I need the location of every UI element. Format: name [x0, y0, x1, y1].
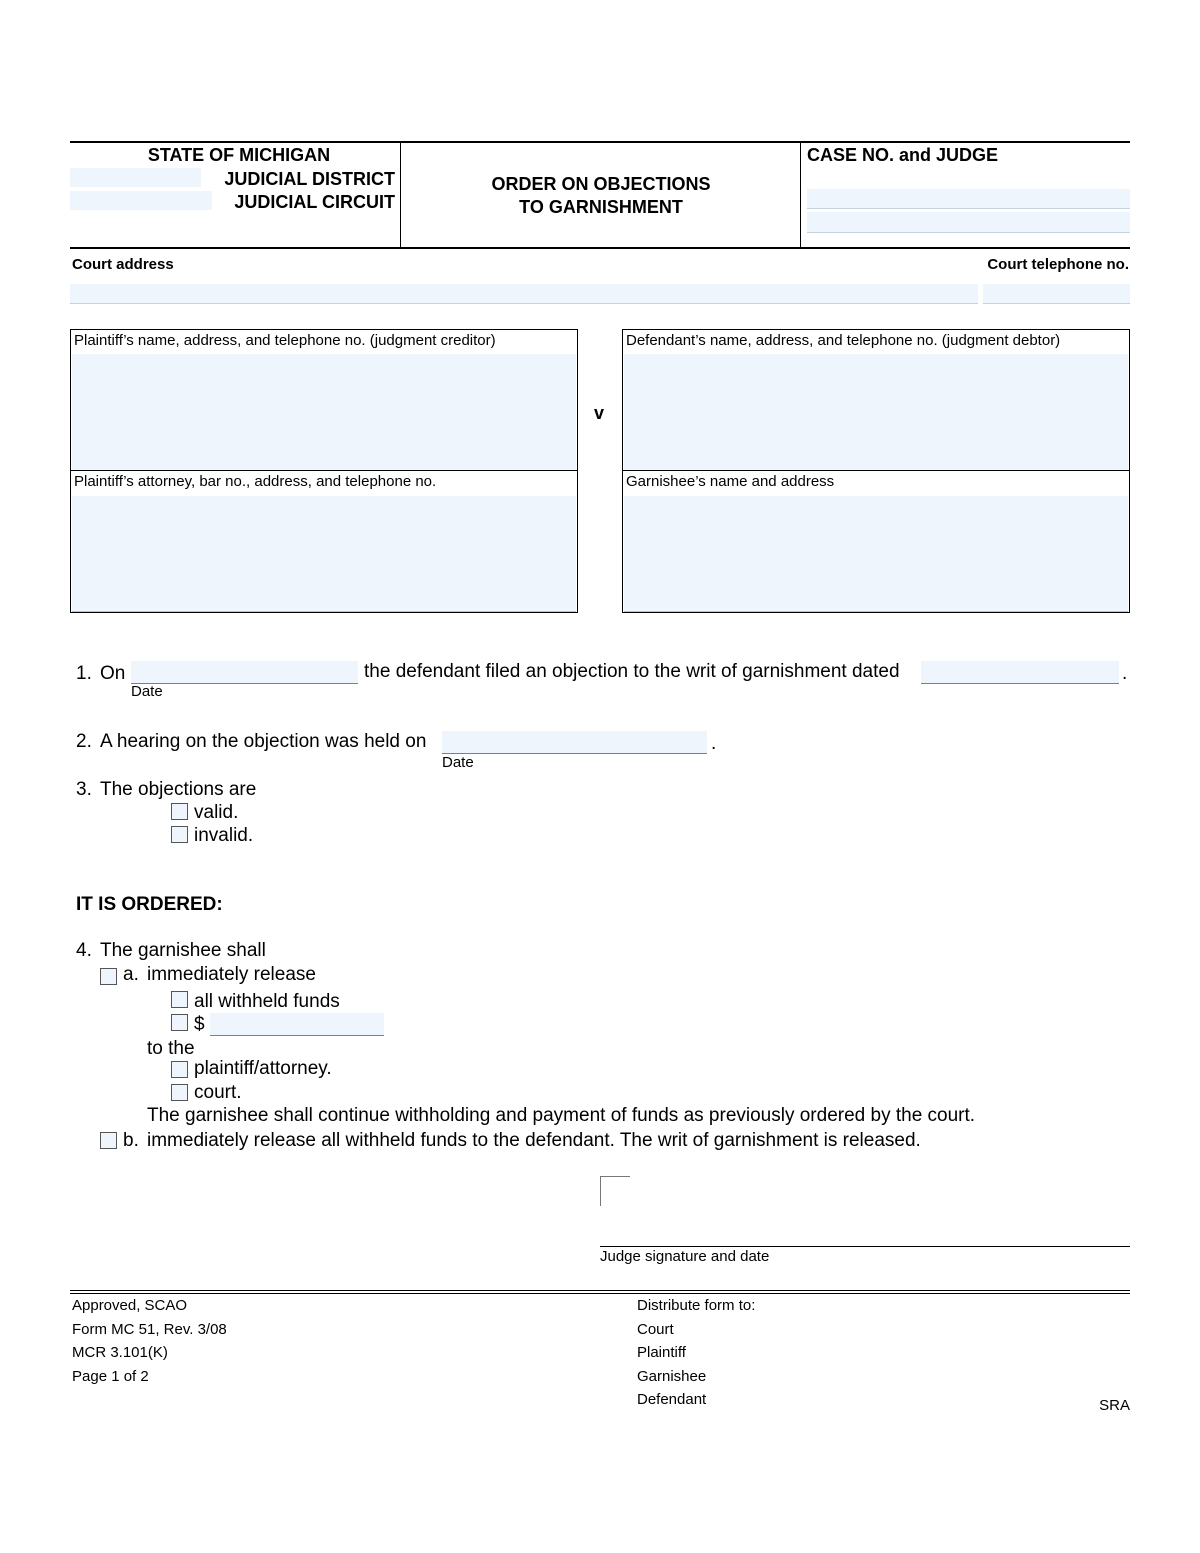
- item4b-text: immediately release all withheld funds to the defendant. The writ of garnishment is released.: [147, 1130, 921, 1151]
- recipient-court: Court: [637, 1321, 674, 1338]
- versus-label: v: [594, 403, 605, 423]
- form-title-line2: TO GARNISHMENT: [519, 197, 683, 217]
- invalid-label: invalid.: [194, 825, 254, 846]
- item3-text: The objections are: [100, 779, 257, 800]
- dollar-sign: $: [194, 1014, 205, 1035]
- plaintiff-field[interactable]: [72, 354, 576, 471]
- item2-date-caption: Date: [442, 754, 474, 771]
- case-number-field[interactable]: [807, 189, 1130, 209]
- ordered-heading: IT IS ORDERED:: [76, 894, 223, 915]
- circuit-label: JUDICIAL CIRCUIT: [234, 192, 395, 212]
- amount-checkbox[interactable]: [171, 1014, 188, 1031]
- judge-signature-field[interactable]: [600, 1176, 1130, 1246]
- garnishee-box: [622, 470, 1130, 613]
- item1-period: .: [1122, 663, 1128, 684]
- court-checkbox[interactable]: [171, 1084, 188, 1101]
- footer-rule-top: [70, 1290, 1130, 1291]
- defendant-box: [622, 329, 1130, 471]
- footer-rule-reference: MCR 3.101(K): [72, 1344, 168, 1361]
- writ-dated-field[interactable]: [921, 661, 1119, 684]
- court-telephone-label: Court telephone no.: [987, 256, 1129, 273]
- item4-number: 4.: [76, 940, 92, 961]
- recipient-garnishee: Garnishee: [637, 1368, 707, 1385]
- release-to-defendant-checkbox[interactable]: [100, 1132, 117, 1149]
- garnishee-label: Garnishee’s name and address: [626, 473, 835, 490]
- court-address-field[interactable]: [70, 284, 978, 304]
- amount-field[interactable]: [210, 1013, 384, 1036]
- garnishee-field[interactable]: [624, 496, 1128, 612]
- item1-prefix: On: [100, 663, 126, 684]
- defendant-field[interactable]: [624, 354, 1128, 471]
- item4-text: The garnishee shall: [100, 940, 266, 961]
- item4a-letter: a.: [123, 964, 139, 985]
- footer-rule-bottom: [70, 1293, 1130, 1294]
- to-the-label: to the: [147, 1038, 195, 1059]
- objection-filed-date-field[interactable]: [131, 661, 358, 684]
- header-bottom-rule: [70, 247, 1130, 249]
- court-telephone-field[interactable]: [983, 284, 1130, 304]
- case-no-label: CASE NO. and JUDGE: [807, 145, 999, 165]
- item4a-text: immediately release: [147, 964, 316, 985]
- plaintiff-attorney-label: plaintiff/attorney.: [194, 1058, 332, 1079]
- item1-text: the defendant filed an objection to the writ of garnishment dated: [364, 661, 900, 682]
- all-withheld-funds-checkbox[interactable]: [171, 991, 188, 1008]
- invalid-checkbox[interactable]: [171, 826, 188, 843]
- header-divider-right: [800, 142, 801, 248]
- recipient-defendant: Defendant: [637, 1391, 707, 1408]
- hearing-date-field[interactable]: [442, 731, 707, 754]
- defendant-label: Defendant’s name, address, and telephone no. (judgment debtor): [626, 332, 1061, 349]
- item2-text: A hearing on the objection was held on: [100, 731, 427, 752]
- signature-line: [600, 1246, 1130, 1247]
- release-funds-checkbox[interactable]: [100, 968, 117, 985]
- footer-code: SRA: [1099, 1397, 1130, 1414]
- plaintiff-box: [70, 329, 578, 471]
- recipient-plaintiff: Plaintiff: [637, 1344, 686, 1361]
- court-label: court.: [194, 1082, 242, 1103]
- attorney-label: Plaintiff’s attorney, bar no., address, and telephone no.: [74, 473, 437, 490]
- judge-field[interactable]: [807, 212, 1130, 233]
- plaintiff-attorney-checkbox[interactable]: [171, 1061, 188, 1078]
- item4b-letter: b.: [123, 1130, 139, 1151]
- court-address-label: Court address: [72, 256, 174, 273]
- state-heading: STATE OF MICHIGAN: [147, 145, 331, 165]
- plaintiff-label: Plaintiff’s name, address, and telephone no. (judgment creditor): [74, 332, 496, 349]
- item2-period: .: [711, 733, 717, 754]
- attorney-box: [70, 470, 578, 613]
- valid-checkbox[interactable]: [171, 803, 188, 820]
- attorney-field[interactable]: [72, 496, 576, 612]
- item1-number: 1.: [76, 663, 92, 684]
- district-label: JUDICIAL DISTRICT: [224, 169, 395, 189]
- all-withheld-funds-label: all withheld funds: [194, 991, 340, 1012]
- item3-number: 3.: [76, 779, 92, 800]
- footer-page-number: Page 1 of 2: [72, 1368, 149, 1385]
- footer-approved: Approved, SCAO: [72, 1297, 188, 1314]
- footer-form-number: Form MC 51, Rev. 3/08: [72, 1321, 227, 1338]
- valid-label: valid.: [194, 802, 239, 823]
- form-title-line1: ORDER ON OBJECTIONS: [491, 174, 711, 194]
- signature-label: Judge signature and date: [600, 1248, 770, 1265]
- continue-withholding-text: The garnishee shall continue withholding and payment of funds as previously ordered by the court.: [147, 1105, 976, 1126]
- distribute-label: Distribute form to:: [637, 1297, 756, 1314]
- item2-number: 2.: [76, 731, 92, 752]
- item1-date-caption: Date: [131, 683, 163, 700]
- header-top-rule: [70, 141, 1130, 143]
